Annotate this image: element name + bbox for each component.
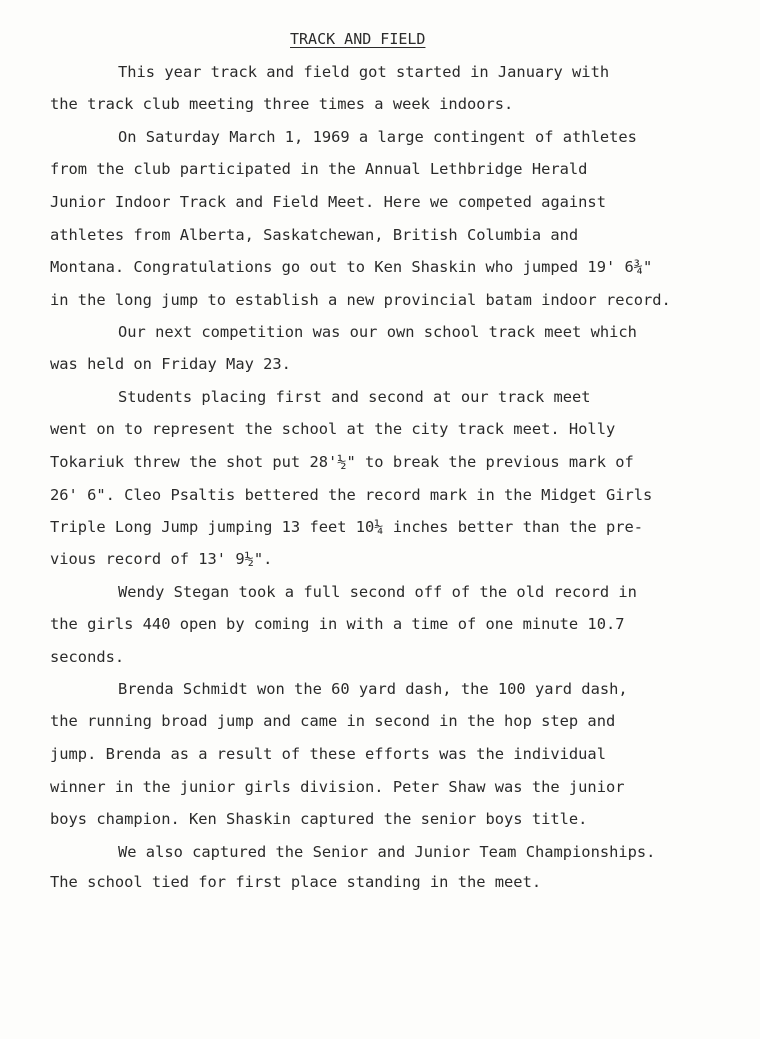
text-line: the running broad jump and came in second in the hop step and [50,712,616,730]
text-line: The school tied for first place standing in the meet. [50,873,542,891]
text-line: the girls 440 open by coming in with a time of one minute 10.7 [50,615,625,633]
text-line: winner in the junior girls division. Peter Shaw was the junior [50,778,625,796]
text-line: was held on Friday May 23. [50,355,291,373]
text-line: Triple Long Jump jumping 13 feet 10¼ inches better than the pre- [50,518,644,536]
text-line: Students placing first and second at our track meet [118,388,591,406]
text-line: athletes from Alberta, Saskatchewan, British Columbia and [50,226,579,244]
text-line: On Saturday March 1, 1969 a large contingent of athletes [118,128,637,146]
text-line: Tokariuk threw the shot put 28'½" to break the previous mark of [50,453,634,471]
text-line: from the club participated in the Annual Lethbridge Herald [50,160,588,178]
text-line: Our next competition was our own school track meet which [118,323,637,341]
text-line: We also captured the Senior and Junior Team Championships. [118,843,656,861]
text-line: 26' 6". Cleo Psaltis bettered the record mark in the Midget Girls [50,486,653,504]
text-line: Wendy Stegan took a full second off of the old record in [118,583,637,601]
text-line: in the long jump to establish a new provincial batam indoor record. [50,291,671,309]
text-line: vious record of 13' 9½". [50,550,273,568]
text-line: Montana. Congratulations go out to Ken Shaskin who jumped 19' 6¾" [50,258,653,276]
text-line: Brenda Schmidt won the 60 yard dash, the 100 yard dash, [118,680,628,698]
page-title: TRACK AND FIELD [290,30,426,48]
text-line: went on to represent the school at the city track meet. Holly [50,420,616,438]
text-line: seconds. [50,648,125,666]
text-line: the track club meeting three times a week indoors. [50,95,514,113]
text-line: Junior Indoor Track and Field Meet. Here we competed against [50,193,606,211]
text-line: boys champion. Ken Shaskin captured the senior boys title. [50,810,588,828]
text-line: This year track and field got started in January with [118,63,610,81]
text-line: jump. Brenda as a result of these efforts was the individual [50,745,606,763]
